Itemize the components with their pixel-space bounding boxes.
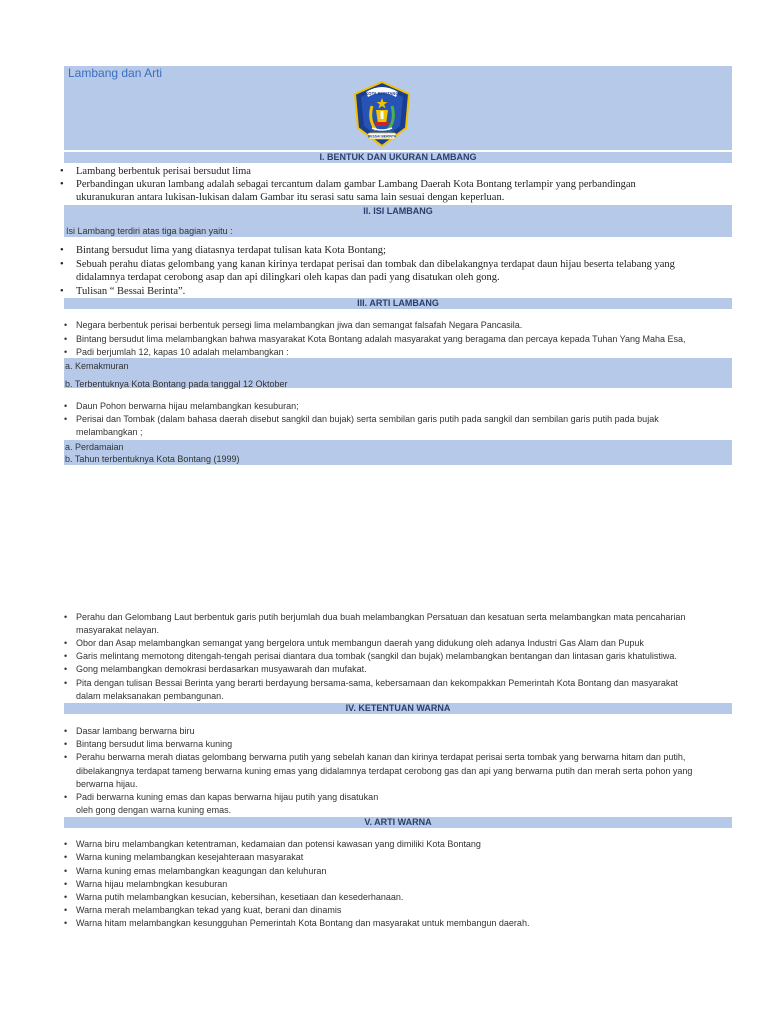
list-item: • Warna hijau melambngkan kesuburan (64, 878, 716, 891)
list-item: • Dasar lambang berwarna biru (64, 725, 716, 738)
list-item: • Warna hitam melambangkan kesungguhan Pemerintah Kota Bontang dan masyarakat untuk membangun daerah. (64, 917, 716, 930)
list-item-continuation: masyarakat nelayan. (76, 625, 160, 635)
list-item: • Gong melambangkan demokrasi berdasarkan musyawarah dan mufakat. (64, 663, 716, 676)
list-item: • Warna kuning melambangkan kesejahteraan masyarakat (64, 851, 716, 864)
list-item-continuation: oleh gong dengan warna kuning emas. (76, 805, 232, 815)
kota-bontang-emblem (352, 80, 412, 148)
list-item: • Bintang bersudut lima yang diatasnya terdapat tulisan kata Kota Bontang; (64, 244, 716, 258)
list-item: • Padi berwarna kuning emas dan kapas berwarna hijau putih yang disatukan (64, 791, 716, 804)
list-item: • Sebuah perahu diatas gelombang yang kanan kirinya terdapat perisai dan tombak dan dibelakangnya terdapat daun hijau beserta telabang yang (64, 258, 716, 272)
list-item: • Warna putih melambangkan kesucian, kebersihan, kesetiaan dan kesederhanaan. (64, 891, 716, 904)
list-item: • Tulisan “ Bessai Berinta”. (64, 285, 716, 299)
list-item: • Warna kuning emas melambangkan keagungan dan keluhuran (64, 865, 716, 878)
list-item: • Padi berjumlah 12, kapas 10 adalah melambangkan : (64, 346, 716, 359)
list-item: • Obor dan Asap melambangkan semangat yang bergelora untuk membangun daerah yang didukung oleh adanya Industri Gas Alam dan Pupuk (64, 637, 716, 650)
sub-item: b. Terbentuknya Kota Bontang pada tanggal 12 Oktober (65, 379, 288, 389)
list-item: • Bintang bersudut lima melambangkan bahwa masyarakat Kota Bontang adalah masyarakat yang beragama dan percaya kepada Tuhan Yang Maha Esa, (64, 333, 716, 346)
list-item-continuation: melambangkan ; (76, 427, 143, 437)
section-heading-5: V. ARTI WARNA (64, 817, 732, 828)
sub-item: b. Tahun terbentuknya Kota Bontang (1999) (65, 454, 240, 464)
emblem-top-text: KOTA BONTANG (365, 91, 399, 96)
list-item: • Warna merah melambangkan tekad yang kuat, berani dan dinamis (64, 904, 716, 917)
list-item-continuation: didalamnya terdapat cerobong asap dan api dilingkari oleh kapas dan padi yang disatukan oleh gong. (76, 272, 500, 283)
sub-item: a. Kemakmuran (65, 361, 129, 371)
list-item: • Lambang berbentuk perisai bersudut lima (64, 165, 716, 179)
list-item-continuation: dibelakangnya terdapat tameng berwarna kuning emas yang didalamnya terdapat cerobong gas dan api yang berwarna putih dan merah serta pohon yang (76, 766, 693, 776)
document-title: Lambang dan Arti (68, 66, 163, 80)
list-item: • Bintang bersudut lima berwarna kuning (64, 738, 716, 751)
section-heading-4: IV. KETENTUAN WARNA (64, 703, 732, 714)
emblem-ribbon-text: BESSAI BERINTA (367, 134, 397, 139)
list-item-continuation: berwarna hijau. (76, 779, 138, 789)
list-item: • Perahu dan Gelombang Laut berbentuk garis putih berjumlah dua buah melambangkan Persatuan dan kesatuan serta melambangkan mata pencaharian (64, 611, 716, 624)
list-item: • Pita dengan tulisan Bessai Berinta yang berarti berdayung bersama-sama, kebersamaan dan kekompakkan Pemerintah Kota Bontang dan masyarakat (64, 677, 716, 690)
list-item-continuation: ukuranukuran antara lukisan-lukisan dalam Gambar itu serasi satu sama lain sesuai dengan keperluan. (76, 192, 505, 203)
list-item: • Garis melintang memotong ditengah-tengah perisai diantara dua tombak (sangkil dan bujak) melambangkan bentangan dan lintasan garis khatulistiwa. (64, 650, 716, 663)
list-item: • Daun Pohon berwarna hijau melambangkan kesuburan; (64, 400, 716, 413)
section-2-intro: Isi Lambang terdiri atas tiga bagian yaitu : (66, 226, 233, 236)
list-item: • Warna biru melambangkan ketentraman, kedamaian dan potensi kawasan yang dimiliki Kota Bontang (64, 838, 716, 851)
list-item-continuation: dalam melaksanakan pembangunan. (76, 691, 224, 701)
section-heading-2: II. ISI LAMBANG (363, 206, 433, 216)
sub-item: a. Perdamaian (65, 442, 124, 452)
section-heading-1: I. BENTUK DAN UKURAN LAMBANG (64, 152, 732, 163)
list-item: • Perahu berwarna merah diatas gelombang berwarna putih yang sebelah kanan dan kirinya terdapat perisai serta tombak yang berwarna hitam dan putih, (64, 751, 716, 764)
list-item: • Negara berbentuk perisai berbentuk persegi lima melambangkan jiwa dan semangat falsafah Negara Pancasila. (64, 319, 716, 332)
list-item: • Perbandingan ukuran lambang adalah sebagai tercantum dalam gambar Lambang Daerah Kota Bontang terlampir yang perbandingan (64, 178, 716, 192)
list-item: • Perisai dan Tombak (dalam bahasa daerah disebut sangkil dan bujak) serta sembilan garis putih pada sangkil dan sembilan garis putih pada bujak (64, 413, 716, 426)
section-heading-3: III. ARTI LAMBANG (64, 298, 732, 309)
